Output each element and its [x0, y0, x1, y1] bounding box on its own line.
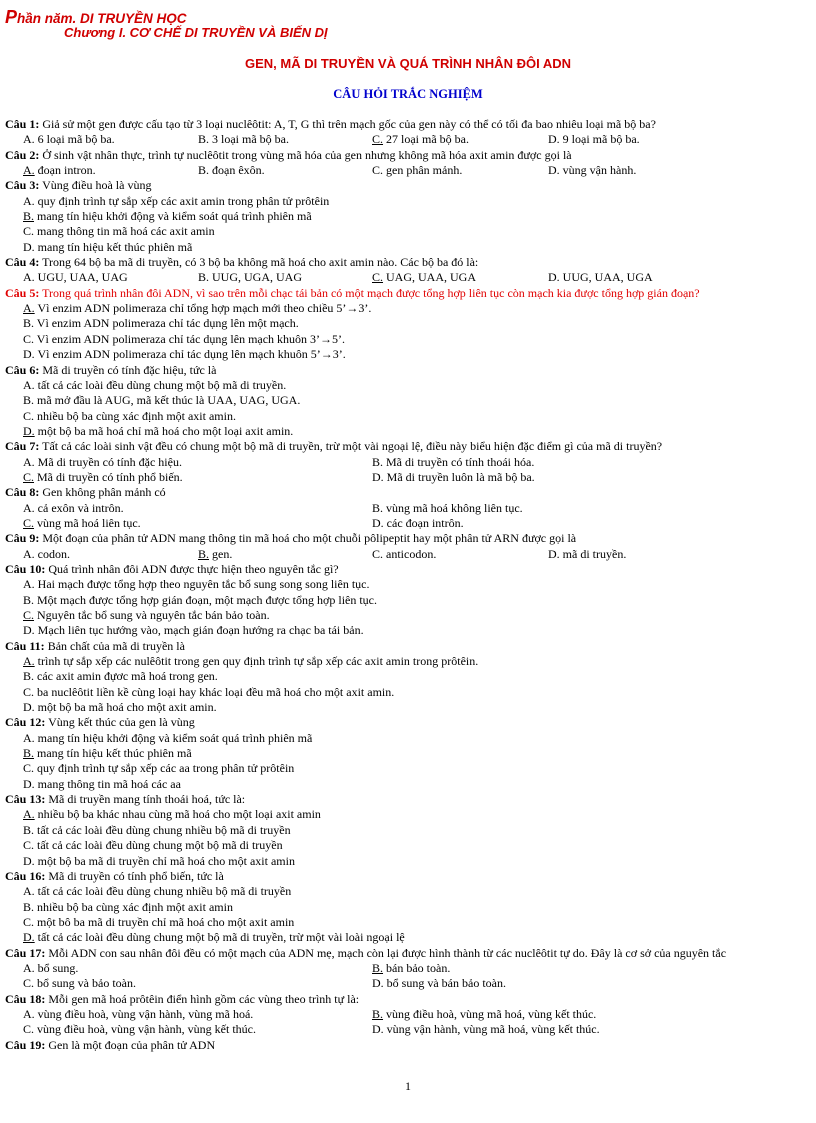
- question-text: Mã di truyền có tính đặc hiệu, tức là: [39, 362, 217, 377]
- option-key: C.: [23, 331, 35, 346]
- options-row: [5, 516, 811, 531]
- option-b: [198, 132, 289, 147]
- option-key: D.: [23, 776, 35, 791]
- question-2: [5, 148, 811, 163]
- option-b: [372, 1007, 596, 1022]
- question-label: Câu 3:: [5, 178, 40, 193]
- question-label: Câu 12:: [5, 715, 46, 730]
- option-b: [5, 593, 811, 608]
- option-key: D.: [372, 469, 384, 484]
- option-key: D.: [548, 132, 560, 147]
- option-key: B.: [23, 592, 35, 607]
- option-text: mang tín hiệu khởi động và kiểm soát quá trình phiên mã: [34, 730, 313, 745]
- options-row: [5, 132, 811, 147]
- question-19: [5, 1038, 811, 1053]
- option-text: một bộ ba mã hoá cho một axit amin.: [34, 700, 217, 715]
- option-text: nhiều bộ ba cùng xác định một axit amin: [34, 899, 233, 914]
- option-key: C.: [23, 1022, 35, 1037]
- option-key: C.: [23, 914, 35, 929]
- option-key: B.: [23, 746, 35, 761]
- option-text: vùng điều hoà, vùng vận hành, vùng kết thúc.: [34, 1022, 256, 1037]
- option-text: mang tín hiệu kết thúc phiên mã: [34, 746, 192, 761]
- option-c: [372, 270, 476, 285]
- question-label: Câu 5:: [5, 285, 40, 300]
- option-key: C.: [372, 270, 384, 285]
- option-text: vùng điều hoà, vùng vận hành, vùng mã hoá.: [34, 1006, 254, 1021]
- option-text: anticodon.: [383, 546, 437, 561]
- options-row: [5, 501, 811, 516]
- option-text: trình tự sắp xếp các nulêôtit trong gen quy định trình tự sắp xếp các axit amin trong prôtêin.: [34, 654, 479, 669]
- option-c: [5, 915, 811, 930]
- question-10: [5, 562, 811, 577]
- question-label: Câu 18:: [5, 991, 46, 1006]
- question-text: Trong quá trình nhân đôi ADN, vì sao trên mỗi chạc tái bản có một mạch được tổng hợp liên tục còn mạch kia được tổng hợp gián đoạn?: [39, 285, 700, 300]
- option-key: C.: [23, 838, 35, 853]
- option-key: C.: [372, 546, 384, 561]
- option-text: gen phân mảnh.: [383, 163, 463, 178]
- question-18: [5, 992, 811, 1007]
- option-key: C.: [23, 515, 35, 530]
- chapter-heading: Chương I. CƠ CHẾ DI TRUYỀN VÀ BIẾN DỊ: [64, 25, 328, 40]
- options-row: [5, 976, 811, 991]
- option-key: B.: [23, 316, 35, 331]
- option-key: A.: [23, 301, 35, 316]
- option-b: [5, 900, 811, 915]
- option-text: mang thông tin mã hoá các aa: [34, 776, 181, 791]
- option-key: C.: [23, 684, 35, 699]
- option-text: Một mạch được tổng hợp gián đoạn, một mạch được tổng hợp liên tục.: [34, 592, 378, 607]
- option-d: [5, 777, 811, 792]
- option-d: [548, 547, 626, 562]
- option-text: mang tín hiệu khởi động và kiểm soát quá trình phiên mã: [34, 209, 312, 224]
- option-d: [548, 132, 640, 147]
- question-text: Mỗi gen mã hoá prôtêin điển hình gồm các vùng theo trình tự là:: [45, 991, 360, 1006]
- option-text: tất cả các loài đều dùng chung một bộ mã di truyền.: [34, 377, 287, 392]
- option-key: A.: [23, 163, 35, 178]
- option-text: một bộ ba mã di truyền chỉ mã hoá cho một axit amin: [34, 853, 295, 868]
- question-text: Mỗi ADN con sau nhân đôi đều có một mạch của ADN mẹ, mạch còn lại được hình thành từ các nuclêôtit tự do. Đây là cơ sở của nguyên tắc: [45, 945, 727, 960]
- option-key: D.: [372, 976, 384, 991]
- option-text: gen.: [209, 546, 233, 561]
- question-label: Câu 2:: [5, 147, 40, 162]
- options-row: [5, 455, 811, 470]
- option-b: [198, 270, 302, 285]
- option-key: B.: [372, 454, 384, 469]
- option-text: 9 loại mã bộ ba.: [559, 132, 640, 147]
- option-text: vùng điều hoà, vùng mã hoá, vùng kết thúc.: [383, 1006, 597, 1021]
- option-key: A.: [23, 454, 35, 469]
- question-17: [5, 946, 811, 961]
- question-3: [5, 178, 811, 193]
- options-row: [5, 961, 811, 976]
- question-label: Câu 1:: [5, 117, 40, 131]
- option-d: [372, 1022, 600, 1037]
- question-12: [5, 715, 811, 730]
- option-key: A.: [23, 546, 35, 561]
- option-text: vùng mã hoá liên tục.: [34, 515, 141, 530]
- question-13: [5, 792, 811, 807]
- option-key: A.: [23, 577, 35, 592]
- option-key: B.: [23, 209, 35, 224]
- option-d: [5, 930, 811, 945]
- question-label: Câu 6:: [5, 362, 40, 377]
- option-a: [5, 731, 811, 746]
- option-text: tất cả các loài đều dùng chung một bộ mã di truyền: [34, 838, 283, 853]
- option-key: C.: [23, 608, 35, 622]
- option-a: [5, 194, 811, 209]
- option-a: [23, 163, 96, 178]
- question-text: Mã di truyền có tính phổ biến, tức là: [45, 868, 224, 883]
- question-text: Gen là một đoạn của phân tử ADN: [45, 1037, 216, 1052]
- question-text: Bản chất của mã di truyền là: [44, 638, 185, 653]
- option-b: [5, 393, 811, 408]
- question-label: Câu 16:: [5, 868, 46, 883]
- option-text: đoạn intron.: [34, 163, 96, 178]
- option-text: Vì enzim ADN polimeraza chỉ tác dụng lên mạch khuôn 3’→5’.: [34, 331, 346, 346]
- option-a: [23, 501, 124, 516]
- question-label: Câu 4:: [5, 255, 40, 270]
- option-key: A.: [23, 960, 35, 975]
- question-text: Một đoạn của phân tử ADN mang thông tin mã hoá cho một chuỗi pôlipeptit hay một phân tử ARN được gọi là: [39, 531, 577, 546]
- option-c: [372, 547, 436, 562]
- question-7: [5, 439, 811, 454]
- option-c: [5, 685, 811, 700]
- option-text: một bộ ba mã hoá chỉ mã hoá cho một loại axit amin.: [34, 423, 294, 438]
- question-text: Vùng kết thúc của gen là vùng: [45, 715, 195, 730]
- option-key: D.: [23, 423, 35, 438]
- option-key: B.: [198, 546, 210, 561]
- option-d: [5, 347, 811, 362]
- option-key: B.: [198, 132, 210, 147]
- option-text: quy định trình tự sắp xếp các aa trong phân tử prôtêin: [34, 761, 295, 776]
- option-b: [372, 501, 523, 516]
- option-c: [5, 761, 811, 776]
- option-c: [5, 608, 811, 623]
- option-d: [372, 516, 464, 531]
- option-key: A.: [23, 500, 35, 515]
- option-text: đoạn êxôn.: [209, 163, 265, 178]
- part-heading-initial: P: [5, 7, 18, 27]
- option-a: [23, 455, 182, 470]
- option-text: bổ sung và bán bảo toàn.: [383, 976, 506, 991]
- option-key: A.: [23, 807, 35, 822]
- question-label: Câu 13:: [5, 792, 46, 807]
- option-key: D.: [548, 270, 560, 285]
- option-key: C.: [23, 976, 35, 991]
- option-text: vùng vận hành.: [559, 163, 637, 178]
- option-text: 27 loại mã bộ ba.: [383, 132, 469, 147]
- option-text: bổ sung.: [34, 960, 79, 975]
- option-key: B.: [23, 393, 35, 408]
- option-key: A.: [23, 730, 35, 745]
- option-a: [23, 547, 70, 562]
- option-b: [5, 746, 811, 761]
- option-a: [23, 1007, 253, 1022]
- option-text: UGU, UAA, UAG: [34, 270, 128, 285]
- option-c: [23, 516, 141, 531]
- option-text: tất cả các loài đều dùng chung nhiều bộ mã di truyền: [34, 822, 291, 837]
- option-text: một bô ba mã di truyền chỉ mã hoá cho một axit amin: [34, 914, 295, 929]
- option-key: D.: [23, 930, 35, 945]
- option-text: UAG, UAA, UGA: [383, 270, 477, 285]
- option-text: nhiều bộ ba khác nhau cùng mã hoá cho một loại axit amin: [34, 807, 321, 822]
- option-key: C.: [23, 469, 35, 484]
- question-label: Câu 17:: [5, 945, 46, 960]
- option-key: B.: [23, 669, 35, 684]
- option-c: [372, 163, 462, 178]
- option-text: 6 loại mã bộ ba.: [34, 132, 115, 147]
- option-c: [5, 409, 811, 424]
- options-row: [5, 470, 811, 485]
- option-c: [23, 976, 136, 991]
- options-row: [5, 1022, 811, 1037]
- option-d: [5, 700, 811, 715]
- option-a: [23, 961, 78, 976]
- question-label: Câu 8:: [5, 485, 40, 500]
- question-5: [5, 286, 811, 301]
- option-a: [23, 270, 128, 285]
- option-key: D.: [23, 853, 35, 868]
- question-text: Giả sử một gen được cấu tạo từ 3 loại nuclêôtit: A, T, G thì trên mạch gốc của gen này có thể có tối đa bao nhiêu loại mã bộ ba?: [39, 117, 656, 131]
- option-text: Vì enzim ADN polimeraza chỉ tổng hợp mạch mới theo chiều 5’→3’.: [34, 301, 372, 316]
- option-text: bổ sung và bảo toàn.: [34, 976, 136, 991]
- option-text: tất cả các loài đều dùng chung một bộ mã di truyền, trừ một vài loài ngoại lệ: [34, 930, 405, 945]
- options-row: [5, 547, 811, 562]
- question-8: [5, 485, 811, 500]
- option-text: UUG, UGA, UAG: [209, 270, 303, 285]
- question-label: Câu 11:: [5, 638, 45, 653]
- option-text: 3 loại mã bộ ba.: [209, 132, 289, 147]
- option-key: D.: [23, 239, 35, 254]
- question-text: Ở sinh vật nhân thực, trình tự nuclêôtit trong vùng mã hóa của gen nhưng không mã hóa axit amin được gọi là: [39, 147, 572, 162]
- option-key: A.: [23, 884, 35, 899]
- option-text: Mã di truyền có tính đặc hiệu.: [34, 454, 182, 469]
- option-text: Hai mạch được tổng hợp theo nguyên tắc bổ sung song song liên tục.: [34, 577, 370, 592]
- option-text: mang thông tin mã hoá các axit amin: [34, 224, 215, 239]
- option-key: A.: [23, 654, 35, 669]
- option-b: [5, 823, 811, 838]
- option-d: [5, 424, 811, 439]
- option-key: B.: [198, 163, 210, 178]
- question-list: [5, 117, 811, 1053]
- option-key: B.: [372, 500, 384, 515]
- question-label: Câu 9:: [5, 531, 40, 546]
- options-row: [5, 270, 811, 285]
- question-1: [5, 117, 811, 132]
- option-text: vùng vận hành, vùng mã hoá, vùng kết thúc.: [383, 1022, 600, 1037]
- option-key: D.: [372, 1022, 384, 1037]
- question-text: Gen không phân mảnh có: [39, 485, 166, 500]
- option-text: codon.: [34, 546, 70, 561]
- option-text: nhiều bộ ba cùng xác định một axit amin.: [34, 408, 236, 423]
- option-text: UUG, UAA, UGA: [559, 270, 653, 285]
- option-b: [5, 669, 811, 684]
- option-text: bán bảo toàn.: [383, 960, 451, 975]
- option-text: Nguyên tắc bổ sung và nguyên tắc bán bảo toàn.: [34, 608, 270, 622]
- option-text: các axit amin đựơc mã hoá trong gen.: [34, 669, 218, 684]
- option-b: [198, 163, 265, 178]
- option-text: các đoạn intrôn.: [383, 515, 464, 530]
- options-row: [5, 163, 811, 178]
- option-key: A.: [23, 270, 35, 285]
- option-c: [372, 132, 469, 147]
- option-key: D.: [23, 623, 35, 638]
- document-title: GEN, MÃ DI TRUYỀN VÀ QUÁ TRÌNH NHÂN ĐÔI ADN: [245, 56, 571, 71]
- option-text: Vì enzim ADN polimeraza chỉ tác dụng lên mạch khuôn 5’→3’.: [34, 347, 346, 362]
- option-key: B.: [198, 270, 210, 285]
- option-text: Mã di truyền có tính thoái hóa.: [383, 454, 535, 469]
- option-key: B.: [372, 960, 384, 975]
- option-key: D.: [548, 163, 560, 178]
- option-d: [5, 854, 811, 869]
- question-4: [5, 255, 811, 270]
- option-key: C.: [372, 132, 384, 147]
- option-d: [5, 240, 811, 255]
- option-text: ba nuclêôtit liền kề cùng loại hay khác loại đều mã hoá cho một axit amin.: [34, 684, 395, 699]
- question-text: Mã di truyền mang tính thoái hoá, tức là:: [45, 792, 246, 807]
- part-heading-text: hần năm. DI TRUYỀN HỌC: [17, 11, 187, 26]
- option-key: C.: [23, 224, 35, 239]
- question-text: Vùng điều hoà là vùng: [39, 178, 152, 193]
- option-d: [548, 270, 653, 285]
- option-b: [5, 209, 811, 224]
- option-key: A.: [23, 193, 35, 208]
- question-text: Tất cả các loài sinh vật đều có chung một bộ mã di truyền, trừ một vài ngoại lệ, điều này biểu hiện đặc điểm gì của mã di truyền?: [39, 439, 663, 454]
- question-16: [5, 869, 811, 884]
- option-b: [372, 961, 450, 976]
- option-b: [372, 455, 534, 470]
- option-text: Vì enzim ADN polimeraza chỉ tác dụng lên một mạch.: [34, 316, 299, 331]
- option-d: [372, 470, 535, 485]
- option-key: A.: [23, 1006, 35, 1021]
- option-key: B.: [23, 899, 35, 914]
- option-text: mang tín hiệu kết thúc phiên mã: [34, 239, 193, 254]
- option-c: [5, 224, 811, 239]
- option-c: [23, 470, 183, 485]
- page-number: 1: [405, 1079, 411, 1093]
- option-key: D.: [372, 515, 384, 530]
- option-text: mã mở đầu là AUG, mã kết thúc là UAA, UAG, UGA.: [34, 393, 301, 408]
- option-a: [5, 884, 811, 899]
- question-9: [5, 531, 811, 546]
- question-6: [5, 363, 811, 378]
- option-text: tất cả các loài đều dùng chung nhiều bộ mã di truyền: [34, 884, 292, 899]
- option-text: Mạch liên tục hướng vào, mạch gián đoạn hướng ra chạc ba tái bản.: [34, 623, 364, 638]
- option-text: cả exôn và intrôn.: [34, 500, 124, 515]
- option-a: [5, 807, 811, 822]
- question-11: [5, 639, 811, 654]
- question-label: Câu 10:: [5, 561, 46, 576]
- option-key: B.: [23, 822, 35, 837]
- option-c: [5, 332, 811, 347]
- option-key: C.: [23, 761, 35, 776]
- option-a: [5, 301, 811, 316]
- option-key: D.: [23, 347, 35, 362]
- question-label: Câu 7:: [5, 439, 40, 454]
- option-key: C.: [23, 408, 35, 423]
- option-key: B.: [372, 1006, 384, 1021]
- option-b: [198, 547, 232, 562]
- option-key: A.: [23, 132, 35, 147]
- options-row: [5, 1007, 811, 1022]
- question-text: Quá trình nhân đôi ADN được thực hiện theo nguyên tắc gì?: [45, 561, 339, 576]
- option-d: [548, 163, 636, 178]
- option-text: Mã di truyền có tính phổ biến.: [34, 469, 183, 484]
- option-c: [5, 838, 811, 853]
- option-text: quy định trình tự sắp xếp các axit amin trong phân tử prôtêin: [34, 193, 330, 208]
- option-key: A.: [23, 377, 35, 392]
- question-text: Trong 64 bộ ba mã di truyền, có 3 bộ ba không mã hoá cho axit amin nào. Các bộ ba đó là:: [39, 255, 479, 270]
- option-b: [5, 316, 811, 331]
- option-a: [5, 378, 811, 393]
- option-text: Mã di truyền luôn là mã bộ ba.: [383, 469, 535, 484]
- question-label: Câu 19:: [5, 1037, 46, 1052]
- option-d: [372, 976, 506, 991]
- option-a: [5, 654, 811, 669]
- option-a: [23, 132, 115, 147]
- option-a: [5, 577, 811, 592]
- option-text: vùng mã hoá không liên tục.: [383, 500, 523, 515]
- option-key: C.: [372, 163, 384, 178]
- option-c: [23, 1022, 256, 1037]
- option-key: D.: [23, 700, 35, 715]
- option-d: [5, 623, 811, 638]
- option-key: D.: [548, 546, 560, 561]
- document-subtitle: CÂU HỎI TRẮC NGHIỆM: [333, 87, 483, 101]
- option-text: mã di truyền.: [559, 546, 627, 561]
